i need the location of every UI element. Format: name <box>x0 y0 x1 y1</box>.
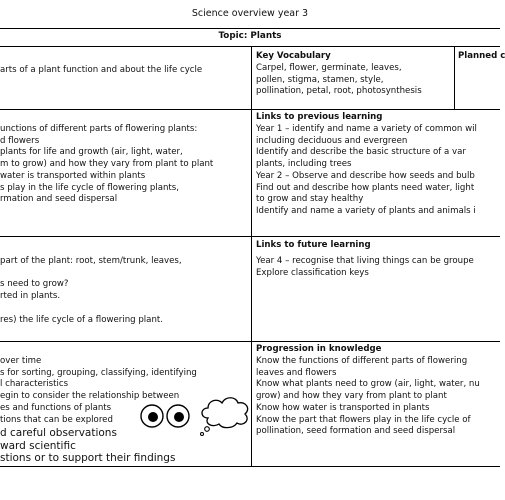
progression-line: Know how water is transported in plants <box>256 402 430 413</box>
previous-learning-line: Find out and describe how plants need water, light <box>256 182 475 193</box>
key-vocabulary-heading: Key Vocabulary <box>256 51 331 61</box>
future-learning-line: Explore classification keys <box>256 267 369 278</box>
question-line: s need to grow? <box>0 279 69 290</box>
planned-heading: Planned c <box>458 51 505 61</box>
skill-line: egin to consider the relationship between <box>0 391 180 402</box>
question-line: rted in plants. <box>0 291 61 302</box>
question-line <box>0 268 182 280</box>
previous-learning-line: including deciduous and evergreen <box>256 135 408 146</box>
progression-line: pollination, seed formation and seed dispersal <box>256 426 456 437</box>
thought-cloud-icon <box>198 394 253 436</box>
skill-line: l characteristics <box>0 379 69 390</box>
knowledge-line: water is transported within plants <box>0 170 146 181</box>
future-learning-list <box>256 256 474 279</box>
skill-line-large: stions or to support their findings <box>0 452 176 464</box>
question-line: part of the plant: root, stem/trunk, leaves, <box>0 256 182 266</box>
knowledge-line: d flowers <box>0 135 40 146</box>
previous-learning-line: to grow and stay healthy <box>256 194 364 205</box>
left-cell-working-scientifically-large <box>0 427 175 465</box>
knowledge-line: unctions of different parts of flowering plants: <box>0 124 198 134</box>
progression-list <box>256 356 480 438</box>
skill-line: es and functions of plants <box>0 402 112 413</box>
previous-learning-line: Year 2 – Observe and describe how seeds and bulb <box>256 170 475 181</box>
vocabulary-list <box>256 63 422 98</box>
skill-line: s for sorting, grouping, classifying, identifying <box>0 367 197 378</box>
skill-line-large: ward scientific <box>0 439 76 452</box>
progression-line: Know the functions of different parts of flowering <box>256 356 468 366</box>
progression-heading: Progression in knowledge <box>256 344 382 354</box>
future-learning-heading: Links to future learning <box>256 240 371 250</box>
question-line: res) the life cycle of a flowering plant. <box>0 314 163 325</box>
previous-learning-line: Year 1 – identify and name a variety of common wil <box>256 124 477 134</box>
table-border-top <box>0 28 500 29</box>
topic-row-divider <box>0 46 500 47</box>
knowledge-line: plants for life and growth (air, light, water, <box>0 147 183 158</box>
skill-line: tions that can be explored <box>0 414 113 425</box>
vocabulary-line: Carpel, flower, germinate, leaves, <box>256 63 402 73</box>
page-title: Science overview year 3 <box>191 8 309 19</box>
table-border-bottom <box>0 466 500 467</box>
vocabulary-line: pollen, stigma, stamen, style, <box>256 74 384 85</box>
progression-line: grow) and how they vary from plant to plant <box>256 391 447 402</box>
row-divider-1 <box>0 109 500 110</box>
previous-learning-line: Identify and describe the basic structure of a var <box>256 147 466 158</box>
knowledge-line: rmation and seed dispersal <box>0 194 118 205</box>
previous-learning-line: Identify and name a variety of plants and animals i <box>256 205 476 216</box>
skill-line-large: d careful observations <box>0 427 117 439</box>
previous-learning-line: plants, including trees <box>256 159 352 170</box>
left-cell-questions <box>0 256 182 326</box>
vocabulary-line: pollination, petal, root, photosynthesis <box>256 86 422 97</box>
eyes-icon <box>138 402 194 432</box>
knowledge-line: s play in the life cycle of flowering plants, <box>0 182 179 193</box>
aim-line: arts of a plant function and about the life cycle <box>0 65 203 75</box>
row-divider-3 <box>0 341 500 342</box>
skill-line: over time <box>0 356 42 366</box>
previous-learning-heading: Links to previous learning <box>256 112 383 122</box>
progression-line: Know the part that flowers play in the life cycle of <box>256 414 471 425</box>
progression-line: Know what plants need to grow (air, light, water, nu <box>256 379 480 390</box>
progression-line: leaves and flowers <box>256 367 337 378</box>
row-divider-2 <box>0 236 500 237</box>
question-line <box>0 303 182 315</box>
knowledge-line: m to grow) and how they vary from plant to plant <box>0 159 214 170</box>
left-cell-knowledge <box>0 124 213 206</box>
left-cell-aims <box>0 65 202 77</box>
future-learning-line: Year 4 – recognise that living things can be groupe <box>256 256 474 266</box>
previous-learning-list <box>256 124 477 218</box>
planned-column-divider <box>454 46 455 110</box>
topic-heading: Topic: Plants <box>218 31 282 41</box>
